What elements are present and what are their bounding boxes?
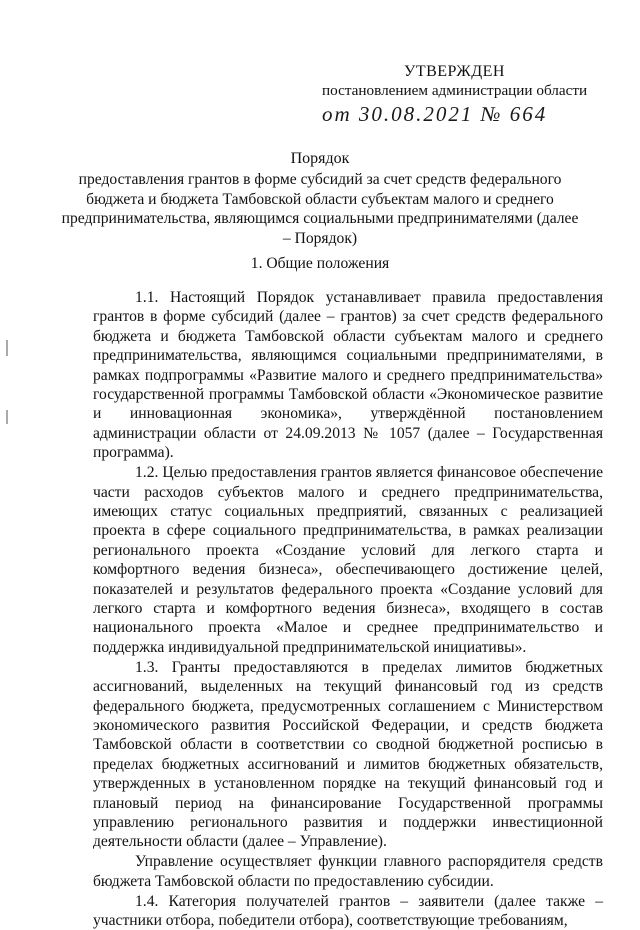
approval-block [322,62,622,125]
paragraph-1-4: 1.4. Категория получателей грантов – заявители (далее также – участники отбора, победители отбора), соответствующие требованиям, [93,892,603,929]
document-body [93,288,603,930]
paragraph-1-2: 1.2. Целью предоставления грантов является финансовое обеспечение части расходов субъектов малого и среднего предпринимательства, имеющих статус социальных предприятий, связанных с реализацией проекта в сфере социального предпринимательства, в рамках реализации регионального проекта «Создание условий для легкого старта и комфортного ведения бизнеса», обеспечивающего достижение целей, показателей и результатов федерального проекта «Создание условий для легкого старта и комфортного ведения бизнеса», входящего в состав национального проекта «Малое и среднее предпринимательство и поддержка индивидуальной предпринимательской инициативы». [93,464,603,656]
handwritten-date-number: от 30.08.2021 № 664 [322,101,548,126]
document-title-block [0,149,640,248]
section-heading: 1. Общие положения [250,255,390,272]
scan-margin-mark [6,340,8,356]
paragraph-management: Управление осуществляет функции главного распорядителя средств бюджета Тамбовской области по предоставлению субсидии. [93,853,603,890]
document-subtitle: предоставления грантов в форме субсидий за счет средств федерального бюджета и бюджета Тамбовской области субъектам малого и среднего предпринимательства, являющимся социальными предпринимателями (далее – Порядок) [61,171,579,247]
approved-by: постановлением администрации области [322,82,588,100]
approved-title: УТВЕРЖДЕН [404,63,505,80]
paragraph-1-3: 1.3. Гранты предоставляются в пределах лимитов бюджетных ассигнований, выделенных на текущий финансовый год из средств федерального бюджета, предусмотренных соглашением с Министерством экономического развития Российской Федерации, и средств бюджета Тамбовской области в соответствии со сводной бюджетной росписью в пределах бюджетных ассигнований и лимитов бюджетных обязательств, утвержденных в установленном порядке на текущий финансовый год и плановый период на финансирование Государственной программы управлению регионального развития и поддержки инвестиционной деятельности области (далее – Управление). [93,658,603,851]
document-title: Порядок [290,150,350,167]
paragraph-1-1: 1.1. Настоящий Порядок устанавливает правила предоставления грантов в форме субсидий (далее – грантов) за счет средств федерального бюджета и бюджета Тамбовской области субъектам малого и среднего предпринимательства, являющимся социальными предпринимателями, в рамках подпрограммы «Развитие малого и среднего предпринимательства» государственной программы Тамбовской области «Экономическое развитие и инновационная экономика», утверждённой постановлением администрации области от 24.09.2013 № 1057 (далее – Государственная программа). [93,289,603,462]
scan-margin-mark [6,410,8,424]
